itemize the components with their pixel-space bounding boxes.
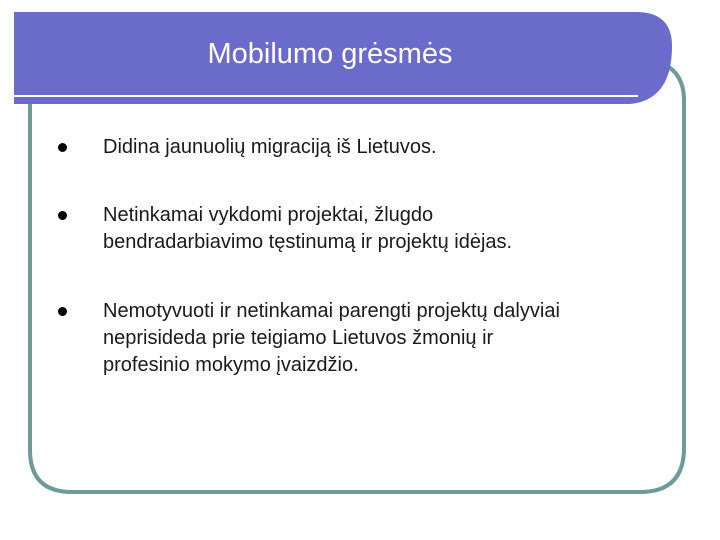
bullet-icon	[58, 307, 67, 316]
bullet-text: Nemotyvuoti ir netinkamai parengti projektų dalyviai neprisideda prie teigiamo Lietuvos žmonių ir profesinio mokymo įvaizdžio.	[103, 300, 560, 376]
bullet-icon	[58, 143, 67, 152]
bullet-icon	[58, 211, 67, 220]
bullet-text: Didina jaunuolių migraciją iš Lietuvos.	[103, 136, 437, 158]
page-title: Mobilumo grėsmės	[207, 38, 453, 70]
bullet-text: Netinkamai vykdomi projektai, žlugdo bendradarbiavimo tęstinumą ir projektų idėjas.	[103, 204, 513, 253]
